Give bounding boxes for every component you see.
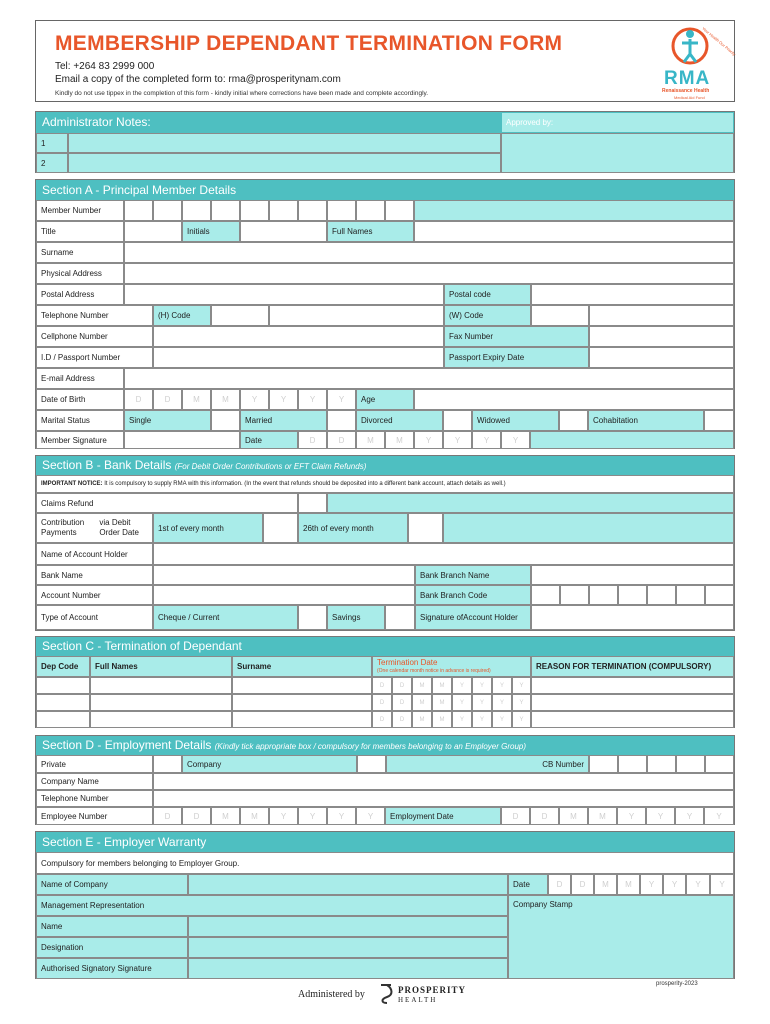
dob-digit[interactable]: D [153,389,182,410]
h-code-input[interactable] [211,305,269,326]
cb-number-box[interactable] [589,755,618,773]
cb-number-box[interactable] [647,755,676,773]
member-number-box[interactable] [298,200,327,221]
section-b-title [36,456,734,475]
surname-cell[interactable] [232,677,372,694]
compulsory-note: Compulsory for members belonging to Employer Group. [36,852,734,874]
section-e [35,831,735,979]
bank-name-label: Bank Name [36,565,153,585]
divorced-label: Divorced [356,410,443,431]
designation-label: Designation [36,937,188,958]
branch-code-box[interactable] [618,585,647,605]
sig-date-digit[interactable]: Y [414,431,443,449]
employee-digit[interactable]: M [211,807,240,825]
logo-line2: Medical Aid Fund [674,95,705,100]
notice-bold: IMPORTANT NOTICE: [41,481,103,487]
e-date-label: Date [508,874,548,895]
dep-code-cell[interactable] [36,694,90,711]
term-digit[interactable]: D [372,711,392,728]
term-digit[interactable]: Y [472,677,492,694]
emp-date-digit[interactable]: Y [617,807,646,825]
dep-code-cell[interactable] [36,677,90,694]
member-number-box[interactable] [240,200,269,221]
branch-code-box[interactable] [589,585,618,605]
term-digit[interactable]: M [412,711,432,728]
employee-digit[interactable]: D [153,807,182,825]
logo-line1: Renaissance Health [662,88,710,94]
dep-code-cell[interactable] [36,711,90,728]
section-c-title: Section C - Termination of Dependant [36,637,734,656]
e-date-digit[interactable]: Y [686,874,710,895]
member-number-box[interactable] [124,200,153,221]
title-label: Title [36,221,124,242]
health-word: HEALTH [398,996,438,1004]
admin-section [35,111,735,173]
emp-date-digit[interactable]: M [588,807,617,825]
term-digit[interactable]: Y [452,677,472,694]
email-input[interactable] [124,368,734,389]
rma-figure-icon [660,24,737,70]
term-digit[interactable]: M [432,694,452,711]
physical-address-label: Physical Address [36,263,124,284]
logo-ring-text: Your Health Our Priority [701,25,737,57]
phone-text: Tel: +264 83 2999 000 [55,61,155,72]
cb-number-box[interactable] [705,755,734,773]
w-phone-input[interactable] [589,305,734,326]
account-number-label: Account Number [36,585,153,605]
divorced-checkbox[interactable] [443,410,472,431]
sig-date-digit[interactable]: D [327,431,356,449]
holder-signature-label [415,605,531,630]
branch-name-label: Bank Branch Name [415,565,531,585]
e-date-digit[interactable]: M [617,874,640,895]
term-digit[interactable]: D [392,711,412,728]
married-label: Married [240,410,327,431]
sixth-month-checkbox[interactable] [408,513,443,543]
term-digit[interactable]: M [432,711,452,728]
postal-address-label: Postal Address [36,284,124,305]
designation-input[interactable] [188,937,508,958]
e-name-label: Name [36,916,188,937]
cellphone-label: Cellphone Number [36,326,153,347]
w-code-label: (W) Code [444,305,531,326]
employee-digit[interactable]: M [240,807,269,825]
e-date-digit[interactable]: D [548,874,571,895]
marital-label: Marital Status [36,410,124,431]
cheque-label: Cheque / Current [153,605,298,630]
admin-title: Administrator Notes: [36,112,501,133]
savings-checkbox[interactable] [385,605,415,630]
initials-label: Initials [182,221,240,242]
signature-input[interactable] [124,431,240,449]
section-e-title: Section E - Employer Warranty [36,832,734,852]
emp-telephone-label: Telephone Number [36,790,153,807]
auth-signature-label: Authorised Signatory Signature [36,958,188,979]
term-digit[interactable]: Y [512,694,531,711]
section-d-title [36,736,734,755]
sig-date-digit[interactable]: M [385,431,414,449]
initials-input[interactable] [240,221,327,242]
surname-cell[interactable] [232,711,372,728]
full-names-cell[interactable] [90,694,232,711]
section-a-title: Section A - Principal Member Details [36,180,734,200]
holder-sig-line-2: Account Holder [463,612,518,622]
section-b-subtitle: (For Debit Order Contributions or EFT Claim Refunds) [174,462,367,471]
contribution-line-1: Contribution Payments [41,518,85,537]
sig-date-digit[interactable]: D [298,431,327,449]
id-input[interactable] [153,347,444,368]
fax-label: Fax Number [444,326,589,347]
branch-code-label: Bank Branch Code [415,585,531,605]
dob-digit[interactable]: Y [269,389,298,410]
h-phone-input[interactable] [269,305,444,326]
sig-date-digit[interactable]: Y [472,431,501,449]
private-checkbox[interactable] [153,755,182,773]
sig-date-filler [530,431,734,449]
prosperity-logo-icon [378,983,394,1005]
term-digit[interactable]: Y [472,694,492,711]
admin-row-1: 1 [36,133,68,153]
passport-expiry-input[interactable] [589,347,734,368]
branch-code-box[interactable] [647,585,676,605]
sig-date-digit[interactable]: Y [501,431,530,449]
section-c [35,636,735,728]
full-names-header: Full Names [90,656,232,677]
age-input[interactable] [414,389,734,410]
claims-refund-label: Claims Refund [36,493,298,513]
branch-code-box[interactable] [676,585,705,605]
admin-note-1[interactable] [68,133,501,153]
term-date-title: Termination Date [377,657,438,667]
member-number-box[interactable] [211,200,240,221]
contribution-label [36,513,153,543]
emp-date-digit[interactable]: D [530,807,559,825]
term-digit[interactable]: Y [452,694,472,711]
cb-number-label: CB Number [386,755,589,773]
administered-by: Administered by [298,989,365,1000]
auth-signature-input[interactable] [188,958,508,979]
title-input[interactable] [124,221,182,242]
holder-sig-line-1: Signature of [420,612,464,622]
age-label: Age [356,389,414,410]
claims-filler [327,493,734,513]
term-digit[interactable]: Y [472,711,492,728]
cheque-checkbox[interactable] [298,605,327,630]
term-digit[interactable]: M [412,677,432,694]
full-names-input[interactable] [414,221,734,242]
member-number-box[interactable] [269,200,298,221]
contribution-line-2: via Debit Order Date [99,518,139,537]
emp-date-digit[interactable]: Y [675,807,704,825]
branch-code-box[interactable] [560,585,589,605]
cb-number-box[interactable] [618,755,647,773]
surname-cell[interactable] [232,694,372,711]
employee-digit[interactable]: D [182,807,211,825]
emp-date-digit[interactable]: D [501,807,530,825]
term-digit[interactable]: D [372,694,392,711]
widowed-checkbox[interactable] [559,410,588,431]
important-notice [36,475,734,493]
surname-input[interactable] [124,242,734,263]
full-names-cell[interactable] [90,677,232,694]
member-number-box[interactable] [182,200,211,221]
employee-digit[interactable]: Y [298,807,327,825]
branch-code-box[interactable] [705,585,734,605]
first-month-checkbox[interactable] [263,513,298,543]
term-digit[interactable]: M [412,694,432,711]
holder-input[interactable] [153,543,734,565]
sixth-month-label: 26th of every month [298,513,408,543]
term-digit[interactable]: D [372,677,392,694]
account-number-input[interactable] [153,585,415,605]
savings-label: Savings [327,605,385,630]
term-digit[interactable]: Y [492,711,512,728]
footer-brand [298,983,478,1007]
e-name-input[interactable] [188,916,508,937]
postal-code-label: Postal code [444,284,531,305]
rma-logo [660,24,737,100]
private-label: Private [36,755,153,773]
surname-label: Surname [36,242,124,263]
section-d-subtitle: (Kindly tick appropriate box / compulsory for members belonging to an Employer Group) [214,742,527,751]
e-date-digit[interactable]: Y [640,874,663,895]
company-checkbox[interactable] [357,755,386,773]
married-checkbox[interactable] [327,410,356,431]
member-number-label: Member Number [36,200,124,221]
w-code-input[interactable] [531,305,589,326]
company-name-input[interactable] [153,773,734,790]
dob-digit[interactable]: D [124,389,153,410]
contrib-filler [443,513,734,543]
branch-code-box[interactable] [531,585,560,605]
section-b [35,455,735,631]
company-name-e-input[interactable] [188,874,508,895]
holder-label: Name of Account Holder [36,543,153,565]
admin-row-2: 2 [36,153,68,173]
postal-address-input[interactable] [124,284,444,305]
sig-date-digit[interactable]: Y [443,431,472,449]
member-number-filler [414,200,734,221]
logo-rma: RMA [664,68,711,89]
reason-header: REASON FOR TERMINATION (COMPULSORY) [531,656,734,677]
e-date-digit[interactable]: M [594,874,617,895]
emp-date-digit[interactable]: M [559,807,588,825]
widowed-label: Widowed [472,410,559,431]
physical-address-input[interactable] [124,263,734,284]
section-b-title-text: Section B - Bank Details [42,458,172,472]
signature-label: Member Signature [36,431,124,449]
cohabitation-checkbox[interactable] [704,410,734,431]
employee-digit[interactable]: Y [356,807,385,825]
company-name-label: Company Name [36,773,153,790]
term-digit[interactable]: Y [492,677,512,694]
term-digit[interactable]: D [392,677,412,694]
dob-digit[interactable]: M [211,389,240,410]
member-number-box[interactable] [153,200,182,221]
dep-code-header: Dep Code [36,656,90,677]
emp-telephone-input[interactable] [153,790,734,807]
employment-date-label: Employment Date [385,807,501,825]
term-digit[interactable]: M [432,677,452,694]
reason-cell[interactable] [531,677,734,694]
section-d-title-text: Section D - Employment Details [42,738,212,752]
admin-note-2[interactable] [68,153,501,173]
emp-date-digit[interactable]: Y [646,807,675,825]
member-number-box[interactable] [356,200,385,221]
dob-digit[interactable]: Y [298,389,327,410]
form-title: MEMBERSHIP DEPENDANT TERMINATION FORM [55,32,563,55]
e-date-digit[interactable]: Y [663,874,686,895]
dob-digit[interactable]: Y [327,389,356,410]
company-name-e-label: Name of Company [36,874,188,895]
claims-refund-checkbox[interactable] [298,493,327,513]
branch-name-input[interactable] [531,565,734,585]
full-names-label: Full Names [327,221,414,242]
first-month-label: 1st of every month [153,513,263,543]
surname-header: Surname [232,656,372,677]
cohabitation-label: Cohabitation [588,410,704,431]
notice-text: It is compulsory to supply RMA with this information. (In the event that refunds should be deposited into a different bank account, attach details as well.) [104,481,506,487]
account-type-label: Type of Account [36,605,153,630]
dob-label: Date of Birth [36,389,124,410]
bank-name-input[interactable] [153,565,415,585]
approved-field[interactable] [501,133,734,173]
tippex-note: Kindly do not use tippex in the completion of this form - kindly initial where corrections have been made and complete accordingly. [55,90,429,97]
term-date-note: (One calendar month notice in advance is required) [377,667,491,674]
email-label: E-mail Address [36,368,124,389]
employee-digit[interactable]: Y [327,807,356,825]
emp-date-digit[interactable]: Y [704,807,734,825]
cellphone-input[interactable] [153,326,444,347]
id-label: I.D / Passport Number [36,347,153,368]
member-number-box[interactable] [385,200,414,221]
employee-number-label: Employee Number [36,807,153,825]
passport-expiry-label: Passport Expiry Date [444,347,589,368]
full-names-cell[interactable] [90,711,232,728]
dob-digit[interactable]: Y [240,389,269,410]
term-digit[interactable]: Y [452,711,472,728]
reason-cell[interactable] [531,694,734,711]
term-digit[interactable]: Y [492,694,512,711]
e-date-digit[interactable]: Y [710,874,734,895]
email-text: Email a copy of the completed form to: rma@prosperitynam.com [55,74,341,85]
copyright: prosperity-2023 [656,981,698,987]
mgmt-rep-label: Management Representation [36,895,508,916]
postal-code-input[interactable] [531,284,734,305]
h-code-label: (H) Code [153,305,211,326]
dob-digit[interactable]: M [182,389,211,410]
date-label: Date [240,431,298,449]
prosperity-word: PROSPERITY [398,985,467,995]
holder-signature-input[interactable] [531,605,734,630]
section-a [35,179,735,449]
single-label: Single [124,410,211,431]
employee-digit[interactable]: Y [269,807,298,825]
company-stamp-area[interactable]: Company Stamp [508,895,734,979]
fax-input[interactable] [589,326,734,347]
reason-cell[interactable] [531,711,734,728]
cb-number-box[interactable] [676,755,705,773]
member-number-box[interactable] [327,200,356,221]
section-d [35,735,735,825]
term-digit[interactable]: D [392,694,412,711]
company-label: Company [182,755,357,773]
term-digit[interactable]: Y [512,711,531,728]
sig-date-digit[interactable]: M [356,431,385,449]
term-digit[interactable]: Y [512,677,531,694]
termination-date-header [372,656,531,677]
telephone-label: Telephone Number [36,305,153,326]
single-checkbox[interactable] [211,410,240,431]
approved-label: Approved by: [501,112,734,133]
e-date-digit[interactable]: D [571,874,594,895]
